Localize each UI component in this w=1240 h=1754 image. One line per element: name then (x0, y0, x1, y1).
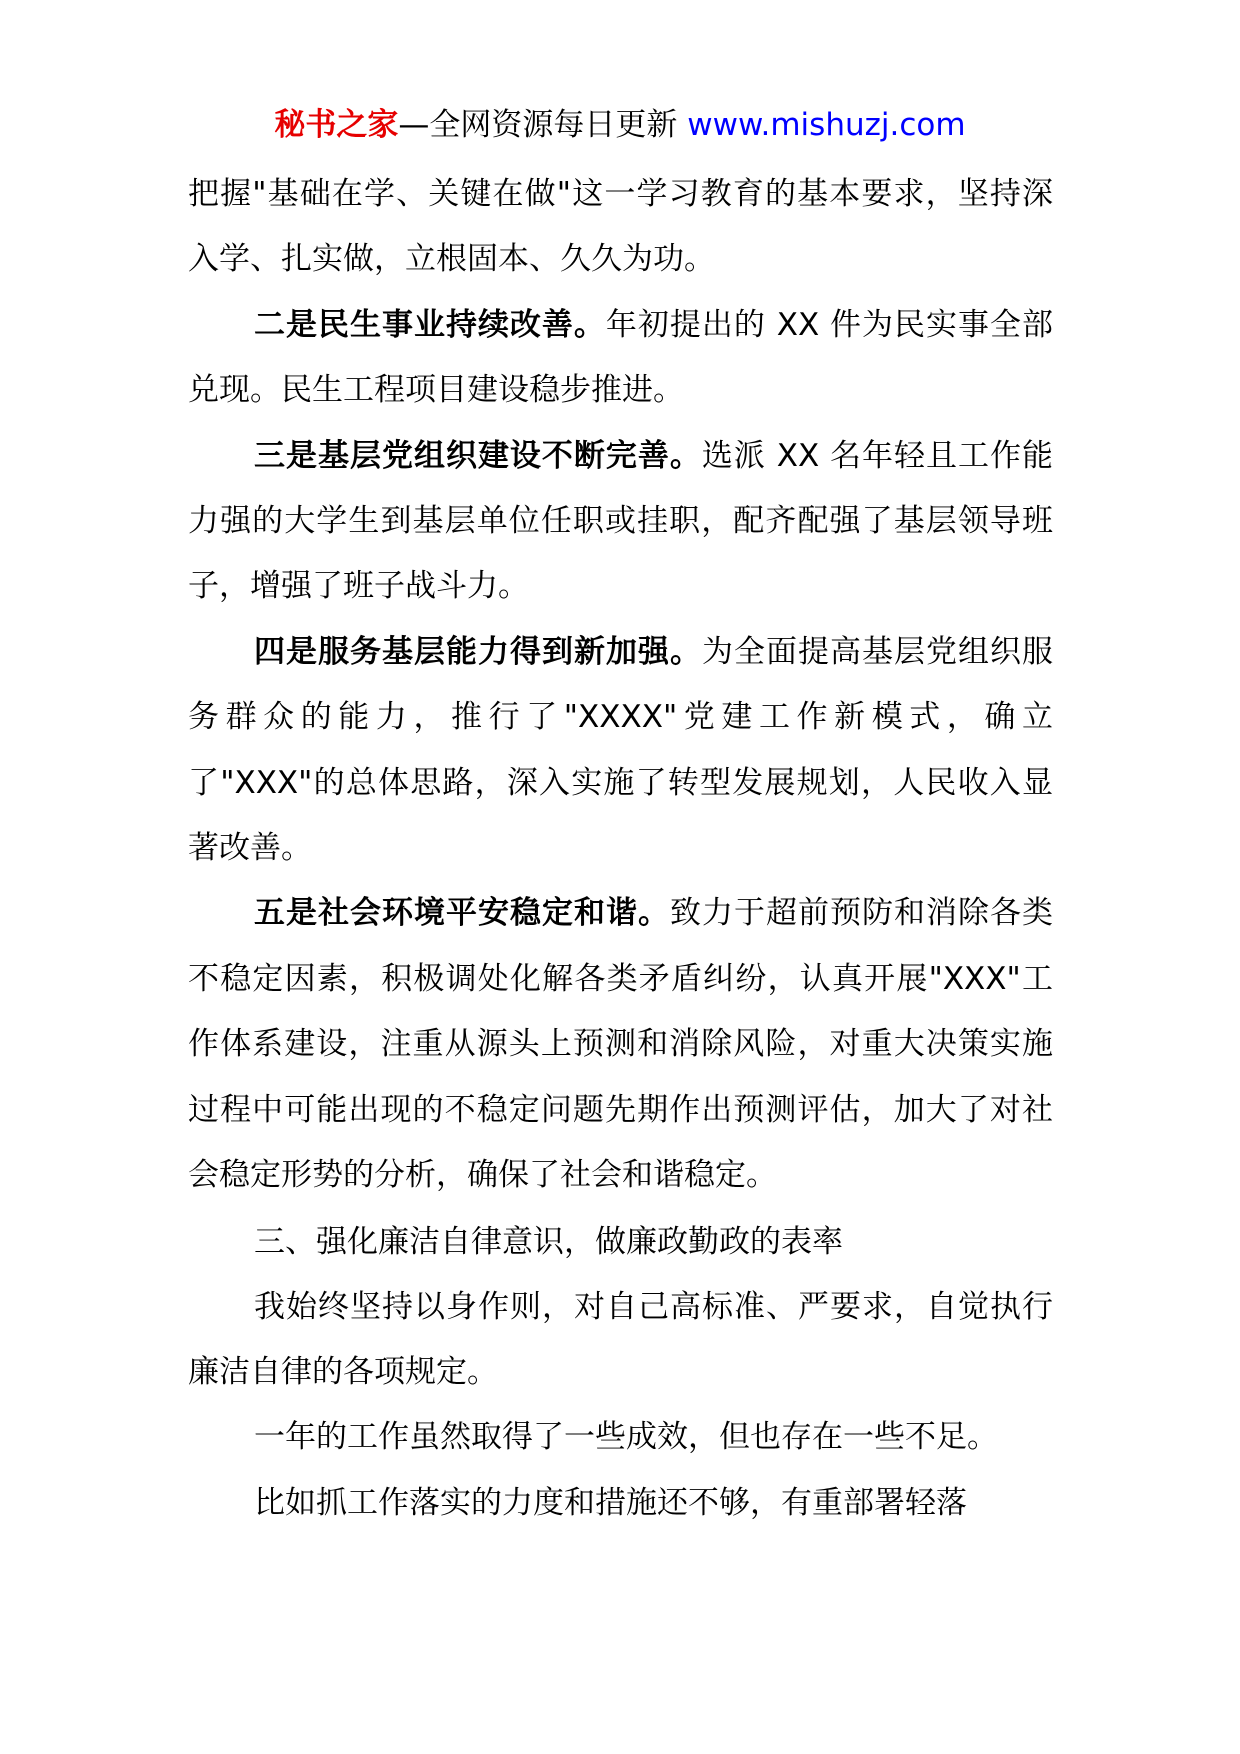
paragraph-lead: 三是基层党组织建设不断完善。 (254, 437, 702, 474)
section-heading (188, 1209, 1053, 1275)
section-heading-text: 三、强化廉洁自律意识，做廉政勤政的表率 (254, 1223, 843, 1260)
paragraph-text: 把握"基础在学、关键在做"这一学习教育的基本要求，坚持深入学、扎实做，立根固本、久久为功。 (188, 176, 1053, 278)
paragraph-lead: 二是民生事业持续改善。 (254, 306, 606, 343)
page-header (0, 103, 1240, 147)
brand-name: 秘书之家 (274, 107, 399, 143)
paragraph-text: 选派 XX 名年轻且工作能力强的大学生到基层单位任职或挂职，配齐配强了基层领导班子，增强了班子战斗力。 (188, 437, 1053, 605)
paragraph-self-discipline (188, 1275, 1053, 1406)
paragraph-party-organization (188, 424, 1053, 620)
paragraph-text: 致力于超前预防和消除各类不稳定因素，积极调处化解各类矛盾纠纷，认真开展"XXX"工作体系建设，注重从源头上预测和消除风险，对重大决策实施过程中可能出现的不稳定问题先期作出预测评估，加大了对社会稳定形势的分析，确保了社会和谐稳定。 (188, 895, 1053, 1194)
paragraph-text: 我始终坚持以身作则，对自己高标准、严要求，自觉执行廉洁自律的各项规定。 (188, 1288, 1053, 1390)
site-url-link[interactable]: www.mishuzj.com (687, 107, 966, 143)
paragraph-shortcomings (188, 1405, 1053, 1470)
paragraph-lead: 五是社会环境平安稳定和谐。 (254, 895, 670, 932)
paragraph-service-capacity (188, 620, 1053, 882)
paragraph-social-stability (188, 881, 1053, 1208)
document-body (188, 162, 1053, 1536)
paragraph-text: 为全面提高基层党组织服务群众的能力，推行了"XXXX"党建工作新模式，确立了"XXX"的总体思路，深入实施了转型发展规划，人民收入显著改善。 (188, 633, 1053, 867)
header-tagline: —全网资源每日更新 (398, 107, 678, 143)
paragraph-example (188, 1471, 1053, 1536)
paragraph-text: 年初提出的 XX 件为民实事全部兑现。民生工程项目建设稳步推进。 (188, 306, 1054, 409)
paragraph-livelihood (188, 293, 1053, 424)
paragraph-continuation (188, 162, 1053, 293)
paragraph-text: 比如抓工作落实的力度和措施还不够，有重部署轻落 (254, 1484, 967, 1521)
paragraph-lead: 四是服务基层能力得到新加强。 (254, 633, 702, 670)
paragraph-text: 一年的工作虽然取得了一些成效，但也存在一些不足。 (254, 1419, 998, 1456)
